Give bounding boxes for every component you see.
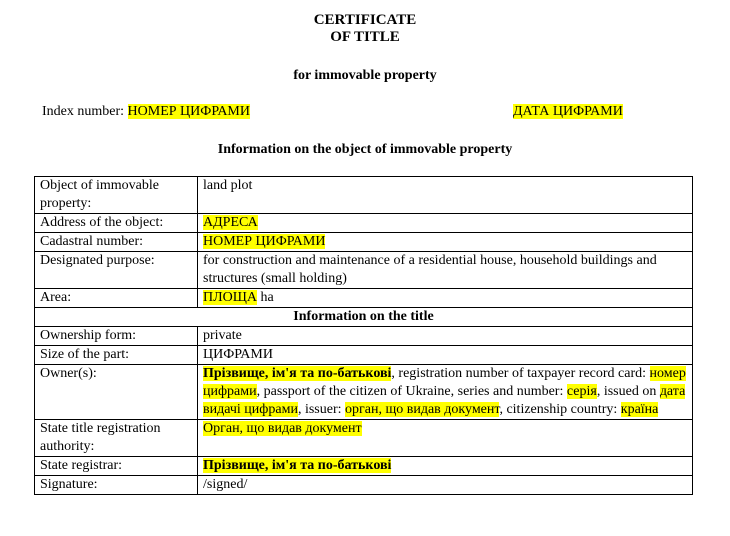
ownership-form-value: private bbox=[198, 327, 693, 346]
owner-text-2: , passport of the citizen of Ukraine, series and number: bbox=[256, 384, 567, 399]
owner-tax-number: номер цифрами bbox=[203, 366, 686, 399]
owner-text-1: , registration number of taxpayer record card: bbox=[391, 366, 650, 381]
authority-cell bbox=[198, 420, 693, 457]
owner-issue-date: дата видачі цифрами bbox=[203, 384, 686, 417]
address-label: Address of the object: bbox=[35, 214, 198, 233]
object-value: land plot bbox=[198, 177, 693, 214]
cadastral-value: НОМЕР ЦИФРАМИ bbox=[203, 234, 326, 249]
part-size-label: Size of the part: bbox=[35, 346, 198, 365]
section-heading-object: Information on the object of immovable property bbox=[217, 142, 513, 157]
area-unit: ha bbox=[256, 290, 274, 305]
area-cell bbox=[198, 289, 693, 308]
document-title bbox=[0, 12, 730, 46]
title-line-1: CERTIFICATE bbox=[313, 12, 417, 28]
cadastral-cell bbox=[198, 233, 693, 252]
table-row bbox=[35, 476, 693, 495]
table-row bbox=[35, 346, 693, 365]
table-row bbox=[35, 420, 693, 457]
cadastral-label: Cadastral number: bbox=[35, 233, 198, 252]
owner-label: Owner(s): bbox=[35, 365, 198, 420]
owner-issuer: орган, що видав документ bbox=[345, 402, 500, 417]
signature-value: /signed/ bbox=[198, 476, 693, 495]
purpose-label: Designated purpose: bbox=[35, 252, 198, 289]
authority-label: State title registration authority: bbox=[35, 420, 198, 457]
index-value: НОМЕР ЦИФРАМИ bbox=[127, 104, 250, 119]
object-label: Object of immovable property: bbox=[35, 177, 198, 214]
area-label: Area: bbox=[35, 289, 198, 308]
area-value: ПЛОЩА bbox=[203, 290, 257, 305]
document-subtitle: for immovable property bbox=[293, 68, 437, 83]
owner-country: країна bbox=[620, 402, 659, 417]
date-value: ДАТА ЦИФРАМИ bbox=[513, 104, 623, 119]
owner-text-5: , citizenship country: bbox=[499, 402, 621, 417]
registrar-cell bbox=[198, 457, 693, 476]
owner-name: Прізвище, ім'я та по-батькові bbox=[203, 366, 392, 381]
ownership-form-label: Ownership form: bbox=[35, 327, 198, 346]
registrar-label: State registrar: bbox=[35, 457, 198, 476]
table-row bbox=[35, 177, 693, 214]
owner-text-4: , issuer: bbox=[297, 402, 345, 417]
owner-passport-series: серія bbox=[566, 384, 597, 399]
authority-value: Орган, що видав документ bbox=[203, 421, 362, 436]
part-size-value: ЦИФРАМИ bbox=[198, 346, 693, 365]
index-label: Index number: bbox=[42, 104, 125, 119]
table-row bbox=[35, 233, 693, 252]
index-number-line bbox=[42, 104, 250, 120]
signature-label: Signature: bbox=[35, 476, 198, 495]
registrar-value: Прізвище, ім'я та по-батькові bbox=[203, 458, 392, 473]
title-info-header: Information on the title bbox=[35, 308, 693, 327]
purpose-value: for construction and maintenance of a residential house, household buildings and structures (small holding) bbox=[198, 252, 693, 289]
date-line bbox=[513, 104, 623, 120]
table-row bbox=[35, 289, 693, 308]
address-value: АДРЕСА bbox=[203, 215, 258, 230]
certificate-table bbox=[34, 176, 693, 495]
table-row bbox=[35, 457, 693, 476]
table-row bbox=[35, 214, 693, 233]
table-row bbox=[35, 252, 693, 289]
table-row bbox=[35, 327, 693, 346]
owner-details bbox=[198, 365, 693, 420]
owner-text-3: , issued on bbox=[596, 384, 660, 399]
title-line-2: OF TITLE bbox=[330, 29, 400, 45]
table-row bbox=[35, 365, 693, 420]
address-cell bbox=[198, 214, 693, 233]
table-row bbox=[35, 308, 693, 327]
